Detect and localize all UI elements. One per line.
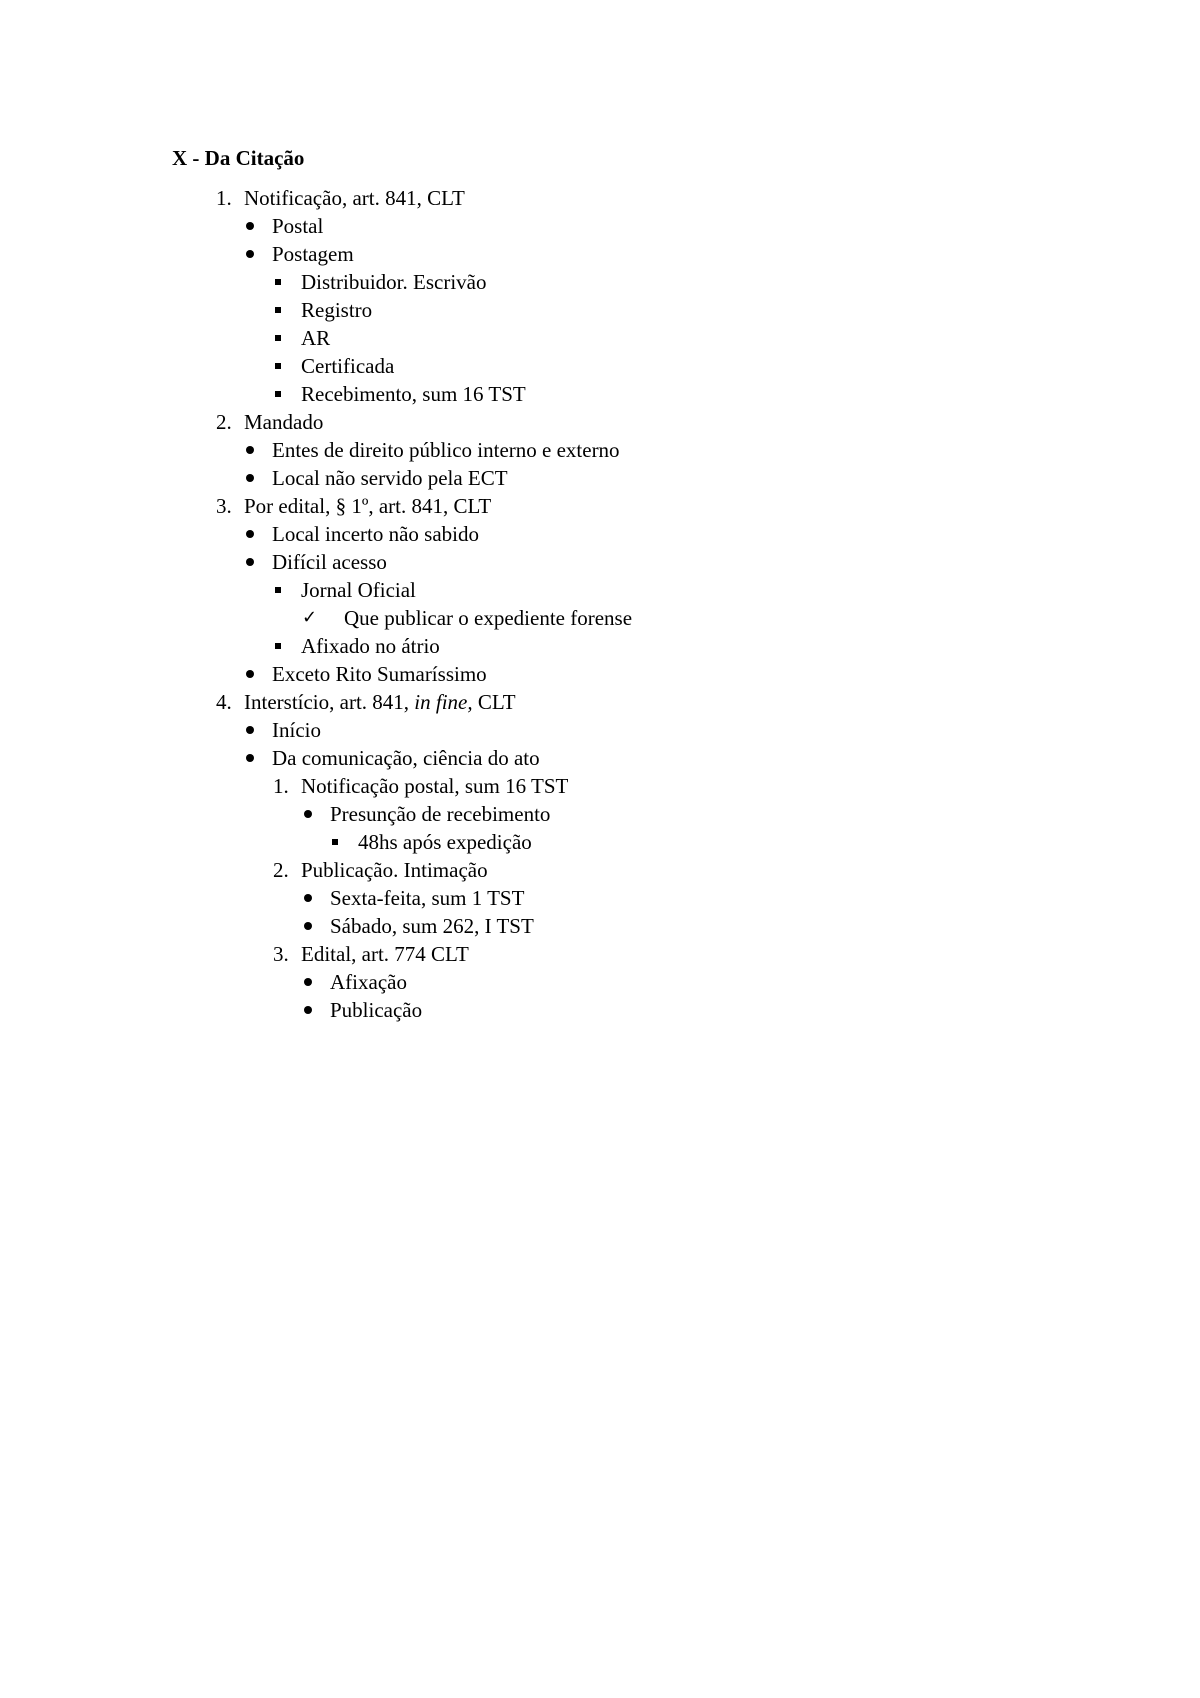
bullet-dot-icon bbox=[304, 1006, 312, 1014]
bullet-square-icon bbox=[275, 363, 281, 369]
list-item-text: Afixado no átrio bbox=[301, 634, 440, 658]
list-item-text: Exceto Rito Sumaríssimo bbox=[272, 662, 487, 686]
text-regular: CLT bbox=[477, 690, 516, 714]
list-item-text: Postagem bbox=[272, 242, 354, 266]
list-item-text: Que publicar o expediente forense bbox=[344, 606, 633, 630]
list-number: 2. bbox=[273, 858, 289, 882]
list-item-text: Recebimento, sum 16 TST bbox=[301, 382, 526, 406]
list-item-text: Postal bbox=[272, 214, 324, 238]
bullet-dot-icon bbox=[246, 726, 254, 734]
checkmark-icon: ✓ bbox=[302, 607, 318, 628]
bullet-dot-icon bbox=[246, 446, 254, 454]
list-number: 4. bbox=[216, 690, 232, 714]
bullet-dot-icon bbox=[304, 894, 312, 902]
list-item-text: Notificação, art. 841, CLT bbox=[244, 186, 465, 210]
list-item-text: Publicação. Intimação bbox=[301, 858, 488, 882]
list-item-text: Local não servido pela ECT bbox=[272, 466, 508, 490]
list-item-text: 48hs após expedição bbox=[358, 830, 532, 854]
bullet-dot-icon bbox=[246, 670, 254, 678]
list-item-text: Notificação postal, sum 16 TST bbox=[301, 774, 569, 798]
list-item-text: Registro bbox=[301, 298, 373, 322]
bullet-square-icon bbox=[275, 391, 281, 397]
bullet-square-icon bbox=[275, 279, 281, 285]
list-item-text: Mandado bbox=[244, 410, 324, 434]
list-item-text: Entes de direito público interno e externo bbox=[272, 438, 620, 462]
list-item-text: Da comunicação, ciência do ato bbox=[272, 746, 540, 770]
list-number: 1. bbox=[273, 774, 289, 798]
text-italic: in fine, bbox=[414, 690, 473, 714]
list-item-text: AR bbox=[301, 326, 331, 350]
list-item-text: Afixação bbox=[330, 970, 407, 994]
bullet-square-icon bbox=[275, 307, 281, 313]
list-item-text: Local incerto não sabido bbox=[272, 522, 480, 546]
list-number: 1. bbox=[216, 186, 232, 210]
bullet-square-icon bbox=[275, 587, 281, 593]
list-item-text: Edital, art. 774 CLT bbox=[301, 942, 469, 966]
bullet-square-icon bbox=[275, 335, 281, 341]
list-number: 2. bbox=[216, 410, 232, 434]
list-item-text: Presunção de recebimento bbox=[330, 802, 551, 826]
text-regular: Interstício, art. 841, bbox=[244, 690, 410, 714]
list-item-text: Difícil acesso bbox=[272, 550, 387, 574]
list-item-text: Publicação bbox=[330, 998, 423, 1022]
list-item-text: Início bbox=[272, 718, 321, 742]
bullet-dot-icon bbox=[246, 474, 254, 482]
list-item-text: Por edital, § 1º, art. 841, CLT bbox=[244, 494, 492, 518]
bullet-dot-icon bbox=[246, 754, 254, 762]
list-item-text: Sábado, sum 262, I TST bbox=[330, 914, 534, 938]
list-item-text bbox=[244, 688, 516, 716]
list-item-text: Certificada bbox=[301, 354, 395, 378]
bullet-dot-icon bbox=[246, 558, 254, 566]
list-number: 3. bbox=[216, 494, 232, 518]
bullet-dot-icon bbox=[246, 530, 254, 538]
list-number: 3. bbox=[273, 942, 289, 966]
list-item-text: Sexta-feita, sum 1 TST bbox=[330, 886, 525, 910]
bullet-dot-icon bbox=[246, 250, 254, 258]
list-item-text: Distribuidor. Escrivão bbox=[301, 270, 487, 294]
bullet-dot-icon bbox=[304, 978, 312, 986]
list-item-text: Jornal Oficial bbox=[301, 578, 416, 602]
bullet-dot-icon bbox=[304, 810, 312, 818]
document-title: X - Da Citação bbox=[172, 146, 305, 170]
bullet-square-icon bbox=[275, 643, 281, 649]
bullet-dot-icon bbox=[246, 222, 254, 230]
bullet-dot-icon bbox=[304, 922, 312, 930]
bullet-square-icon bbox=[332, 839, 338, 845]
